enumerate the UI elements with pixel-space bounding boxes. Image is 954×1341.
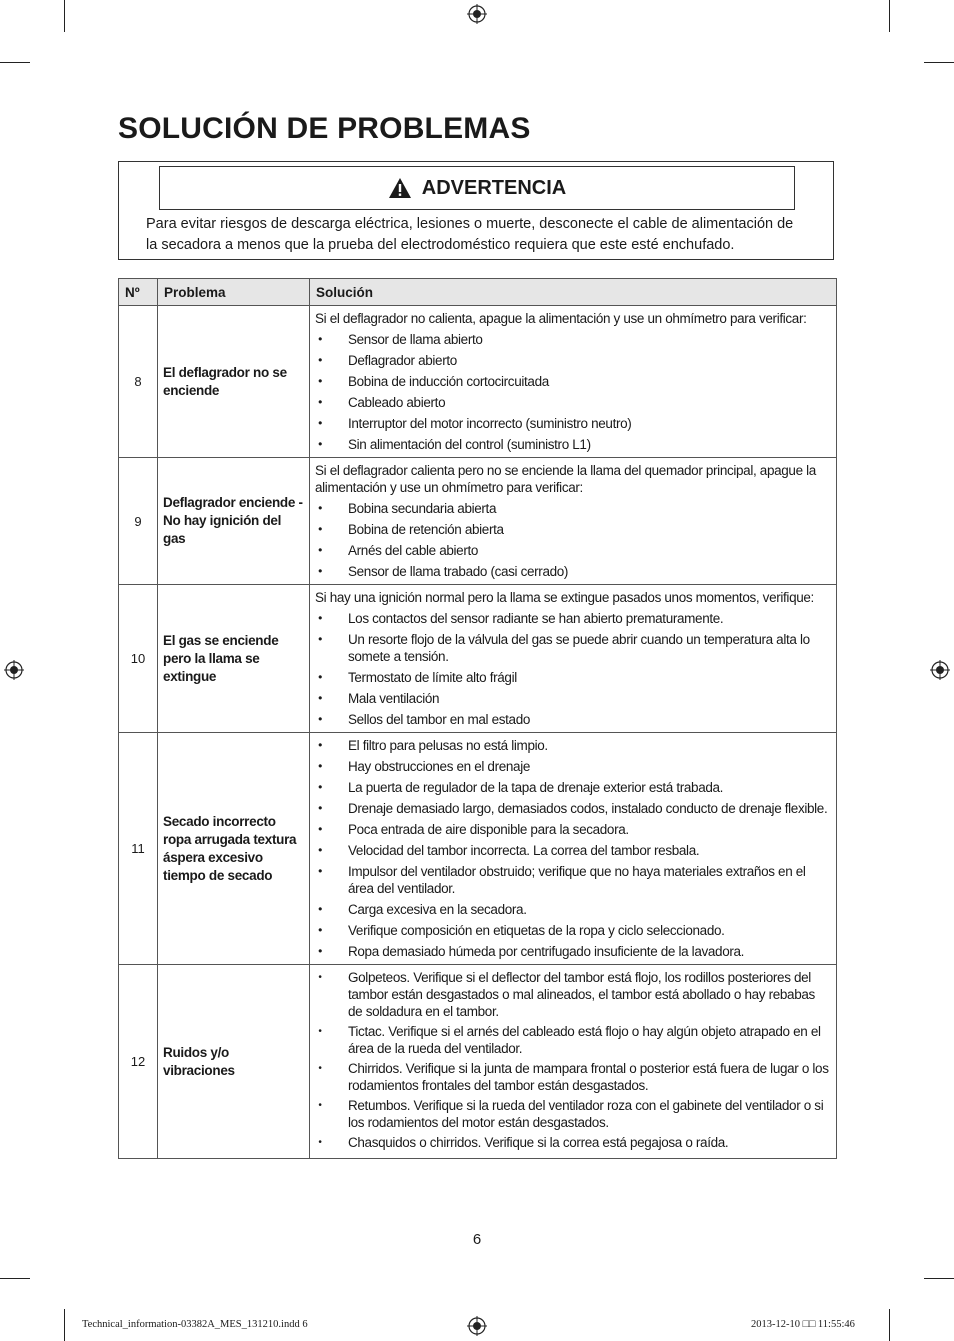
row-number: 9 (119, 458, 158, 585)
bullet-icon: • (318, 1063, 322, 1074)
row-number: 8 (119, 306, 158, 458)
bullet-icon: • (318, 670, 322, 684)
list-item-text: Chasquidos o chirridos. Verifique si la correa está pegajosa o raída. (348, 1135, 729, 1150)
list-item (315, 943, 831, 960)
crop-mark (0, 62, 30, 63)
list-item-text: Bobina de inducción cortocircuitada (348, 374, 549, 389)
warning-text-line: Para evitar riesgos de descarga eléctrica, lesiones o muerte, desconecte el cable de alimentación de (146, 216, 794, 232)
list-item-text: Bobina de retención abierta (348, 522, 504, 537)
bullet-icon: • (318, 902, 322, 916)
bullet-icon: • (318, 944, 322, 958)
bullet-icon: • (318, 780, 322, 794)
row-solution (310, 458, 837, 585)
list-item (315, 373, 831, 390)
list-item-text: Velocidad del tambor incorrecta. La correa del tambor resbala. (348, 843, 700, 858)
bullet-icon: • (318, 801, 322, 815)
row-problem: Ruidos y/o vibraciones (158, 965, 310, 1159)
list-item-text: Sensor de llama trabado (casi cerrado) (348, 564, 569, 579)
list-item-text: Sellos del tambor en mal estado (348, 712, 531, 727)
list-item-text: Carga excesiva en la secadora. (348, 902, 527, 917)
list-item-text: Retumbos. Verifique si la rueda del ventilador roza con el gabinete del ventilador o si los rodamientos del motor están desgastados. (348, 1098, 824, 1130)
list-item (315, 563, 831, 580)
solution-list (315, 969, 831, 1151)
list-item-text: Un resorte flojo de la válvula del gas se puede abrir cuando un temperatura alta lo somete a tensión. (348, 632, 810, 664)
crop-mark (889, 0, 890, 32)
bullet-icon: • (318, 564, 322, 578)
table-row (119, 306, 837, 458)
solution-list (315, 500, 831, 580)
troubleshooting-table (118, 278, 837, 1159)
row-problem: El gas se enciende pero la llama se extingue (158, 585, 310, 733)
row-number: 10 (119, 585, 158, 733)
bullet-icon: • (318, 611, 322, 625)
list-item (315, 800, 831, 817)
crop-mark (924, 62, 954, 63)
bullet-icon: • (318, 972, 322, 983)
list-item-text: Sensor de llama abierto (348, 332, 483, 347)
list-item-text: Drenaje demasiado largo, demasiados codos, instalado conducto de drenaje flexible. (348, 801, 828, 816)
registration-mark-icon (930, 660, 950, 680)
bullet-icon: • (318, 712, 322, 726)
list-item (315, 690, 831, 707)
header-solution: Solución (310, 279, 837, 306)
row-number: 12 (119, 965, 158, 1159)
list-item-text: El filtro para pelusas no está limpio. (348, 738, 548, 753)
list-item-text: Bobina secundaria abierta (348, 501, 497, 516)
list-item (315, 521, 831, 538)
bullet-icon: • (318, 738, 322, 752)
header-num: Nº (119, 279, 158, 306)
list-item (315, 901, 831, 918)
list-item (315, 711, 831, 728)
bullet-icon: • (318, 543, 322, 557)
list-item (315, 394, 831, 411)
row-number: 11 (119, 733, 158, 965)
list-item (315, 821, 831, 838)
list-item (315, 1134, 831, 1151)
solution-intro: Si hay una ignición normal pero la llama se extingue pasados unos momentos, verifique: (315, 590, 814, 605)
solution-intro: Si el deflagrador no calienta, apague la alimentación y use un ohmímetro para verificar: (315, 311, 807, 326)
row-problem: Secado incorrecto ropa arrugada textura áspera excesivo tiempo de secado (158, 733, 310, 965)
list-item-text: Verifique composición en etiquetas de la ropa y ciclo seleccionado. (348, 923, 725, 938)
list-item (315, 610, 831, 627)
list-item-text: Poca entrada de aire disponible para la secadora. (348, 822, 629, 837)
list-item-text: Arnés del cable abierto (348, 543, 479, 558)
bullet-icon: • (318, 822, 322, 836)
table-header-row (119, 279, 837, 306)
bullet-icon: • (318, 632, 322, 646)
warning-label: ADVERTENCIA (421, 176, 567, 199)
solution-intro: Si el deflagrador calienta pero no se enciende la llama del quemador principal, apague la alimentación y use un ohmímetro para verificar: (315, 463, 816, 495)
table-row (119, 585, 837, 733)
list-item (315, 737, 831, 754)
crop-mark (64, 1309, 65, 1341)
footer-filename: Technical_information-03382A_MES_131210.indd 6 (82, 1319, 308, 1330)
list-item-text: Tictac. Verifique si el arnés del cableado está flojo o hay algún objeto atrapado en el área de la rueda del ventilador. (348, 1024, 821, 1056)
row-problem: El deflagrador no se enciende (158, 306, 310, 458)
list-item (315, 331, 831, 348)
list-item (315, 631, 831, 665)
crop-mark (889, 1309, 890, 1341)
list-item-text: Los contactos del sensor radiante se han abierto prematuramente. (348, 611, 724, 626)
row-solution (310, 733, 837, 965)
list-item (315, 842, 831, 859)
list-item-text: Termostato de límite alto frágil (348, 670, 517, 685)
bullet-icon: • (318, 522, 322, 536)
row-solution (310, 965, 837, 1159)
table-row (119, 733, 837, 965)
registration-mark-icon (467, 1316, 487, 1336)
registration-mark-icon (4, 660, 24, 680)
bullet-icon: • (318, 1137, 322, 1148)
warning-triangle-icon (388, 177, 412, 199)
list-item (315, 415, 831, 432)
bullet-icon: • (318, 1026, 322, 1037)
crop-mark (924, 1278, 954, 1279)
list-item (315, 1097, 831, 1131)
list-item (315, 969, 831, 1020)
footer-timestamp: 2013-12-10 □□ 11:55:46 (751, 1319, 855, 1330)
crop-mark (0, 1278, 30, 1279)
crop-mark (64, 0, 65, 32)
list-item (315, 436, 831, 453)
row-problem: Deflagrador enciende - No hay ignición del gas (158, 458, 310, 585)
list-item (315, 669, 831, 686)
bullet-icon: • (318, 353, 322, 367)
registration-mark-icon (467, 4, 487, 24)
bullet-icon: • (318, 923, 322, 937)
bullet-icon: • (318, 1100, 322, 1111)
warning-header (159, 166, 795, 210)
page-number: 6 (472, 1231, 482, 1248)
list-item-text: Interruptor del motor incorrecto (suministro neutro) (348, 416, 632, 431)
warning-text (146, 214, 811, 256)
solution-list (315, 610, 831, 728)
page-title: SOLUCIÓN DE PROBLEMAS (118, 112, 531, 145)
bullet-icon: • (318, 437, 322, 451)
list-item-text: La puerta de regulador de la tapa de drenaje exterior está trabada. (348, 780, 724, 795)
bullet-icon: • (318, 395, 322, 409)
list-item (315, 779, 831, 796)
list-item-text: Ropa demasiado húmeda por centrifugado insuficiente de la lavadora. (348, 944, 745, 959)
table-row (119, 965, 837, 1159)
list-item-text: Sin alimentación del control (suministro L1) (348, 437, 591, 452)
solution-list (315, 331, 831, 453)
list-item (315, 352, 831, 369)
warning-box (118, 161, 834, 260)
row-solution (310, 585, 837, 733)
list-item-text: Hay obstrucciones en el drenaje (348, 759, 531, 774)
list-item (315, 500, 831, 517)
list-item-text: Golpeteos. Verifique si el deflector del tambor está flojo, los rodillos posteriores del tambor están desgastados o mal alineados, el tambor está abollado o hay rebabas de soldadura en el tambor. (348, 970, 815, 1019)
list-item-text: Cableado abierto (348, 395, 446, 410)
bullet-icon: • (318, 332, 322, 346)
list-item-text: Impulsor del ventilador obstruido; verifique que no haya materiales extraños en el área del ventilador. (348, 864, 806, 896)
bullet-icon: • (318, 416, 322, 430)
bullet-icon: • (318, 843, 322, 857)
solution-list (315, 737, 831, 960)
bullet-icon: • (318, 374, 322, 388)
bullet-icon: • (318, 864, 322, 878)
row-solution (310, 306, 837, 458)
list-item (315, 542, 831, 559)
list-item (315, 758, 831, 775)
bullet-icon: • (318, 691, 322, 705)
table-row (119, 458, 837, 585)
header-problem: Problema (158, 279, 310, 306)
bullet-icon: • (318, 759, 322, 773)
list-item (315, 922, 831, 939)
list-item (315, 863, 831, 897)
list-item-text: Mala ventilación (348, 691, 440, 706)
list-item (315, 1060, 831, 1094)
bullet-icon: • (318, 501, 322, 515)
list-item-text: Chirridos. Verifique si la junta de mampara frontal o posterior está fuera de lugar o los rodamientos frontales del tambor están desgastados. (348, 1061, 829, 1093)
list-item-text: Deflagrador abierto (348, 353, 457, 368)
list-item (315, 1023, 831, 1057)
warning-text-line: la secadora a menos que la prueba del electrodoméstico requiera que este esté enchufado. (146, 237, 735, 253)
